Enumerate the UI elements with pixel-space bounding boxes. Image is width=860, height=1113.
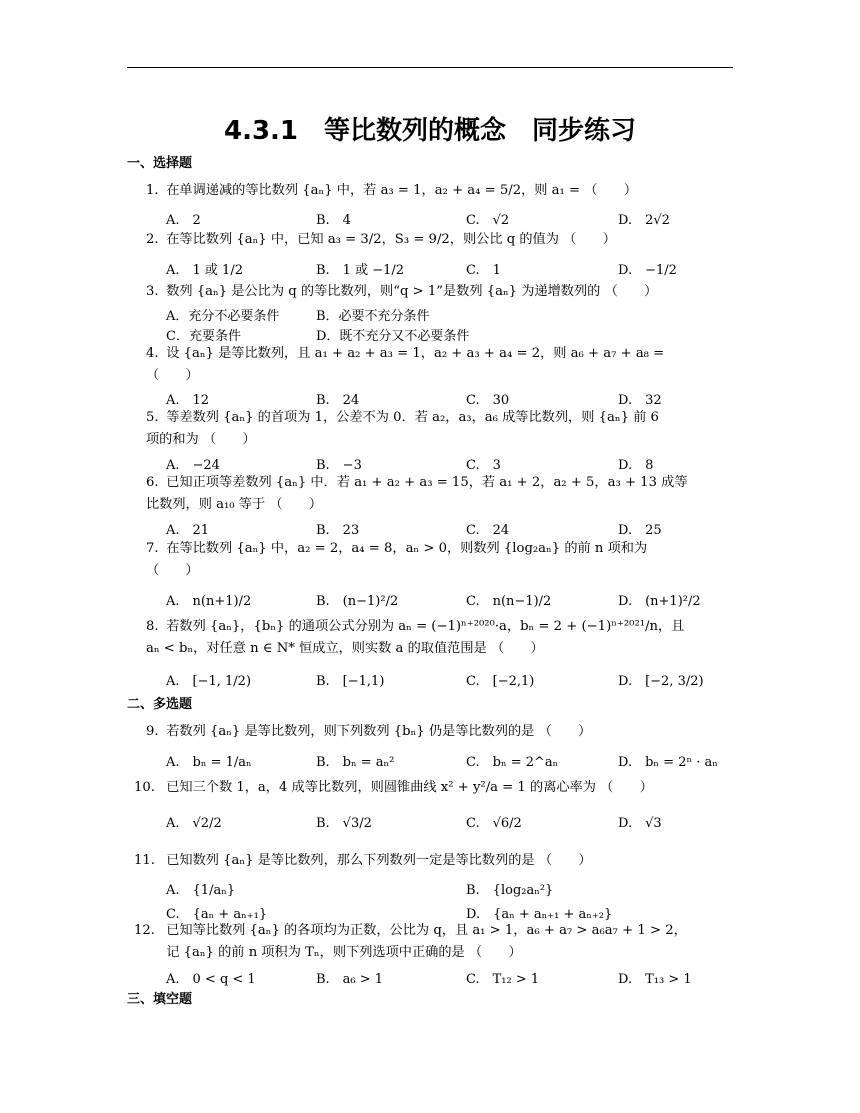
option-b: B. 24 [316, 393, 360, 408]
option-c: C. n(n−1)/2 [466, 594, 552, 609]
options-1 [166, 209, 734, 229]
question-10 [134, 777, 722, 799]
option-a: A. n(n+1)/2 [166, 594, 252, 609]
question-text-cont: aₙ < bₙ，对任意 n ∈ N* 恒成立，则实数 a 的取值范围是 [146, 641, 487, 656]
question-9 [146, 721, 734, 743]
question-text: 若数列 {aₙ}，{bₙ} 的通项公式分别为 aₙ = (−1)ⁿ⁺²⁰²⁰·a，bₙ = 2 + (−1)ⁿ⁺²⁰²¹/n，且 [166, 619, 685, 634]
question-4 [146, 343, 734, 387]
question-text: 设 {aₙ} 是等比数列，且 a₁ + a₂ + a₃ = 1，a₂ + a₃ + a₄ = 2，则 a₆ + a₇ + a₈ = [166, 346, 665, 361]
option-a: A. 2 [166, 213, 201, 228]
answer-blank: （ ） [563, 232, 616, 247]
option-d: D. [−2, 3/2) [618, 674, 704, 689]
question-text: 已知正项等差数列 {aₙ} 中．若 a₁ + a₂ + a₃ = 15，若 a₁ + 2，a₂ + 5，a₃ + 13 成等 [166, 475, 688, 490]
question-text-cont: 项的和为 [146, 432, 199, 447]
option-b: B. a₆ > 1 [316, 972, 384, 987]
answer-blank: （ ） [146, 563, 199, 578]
options-3a [166, 305, 734, 325]
option-d: D. 25 [618, 523, 662, 538]
option-c: C．充要条件 [166, 329, 241, 344]
section-multi: 二、多选题 [127, 697, 193, 712]
answer-blank: （ ） [468, 945, 522, 960]
question-number: 12. [134, 923, 155, 938]
answer-blank: （ ） [600, 780, 653, 795]
option-d: D. 32 [618, 393, 662, 408]
option-b: B. 4 [316, 213, 351, 228]
answer-blank: （ ） [538, 853, 592, 868]
answer-blank: （ ） [584, 183, 638, 198]
option-c: C. √2 [466, 213, 510, 228]
answer-blank: （ ） [269, 497, 323, 512]
options-5 [166, 454, 734, 474]
option-d: D. T₁₃ > 1 [618, 972, 692, 987]
answer-blank: （ ） [146, 368, 199, 383]
option-c: C. √6/2 [466, 816, 522, 831]
question-3 [146, 281, 734, 303]
option-b: B．必要不充分条件 [316, 309, 430, 324]
question-number: 1. [146, 183, 159, 198]
option-a: A. 21 [166, 523, 210, 538]
question-7 [146, 538, 734, 582]
question-text: 在等比数列 {aₙ} 中，已知 a₃ = 3/2，S₃ = 9/2，则公比 q 的值为 [166, 232, 559, 247]
question-number: 9. [146, 724, 159, 739]
question-number: 11. [134, 853, 155, 868]
option-d: D. {aₙ + aₙ₊₁ + aₙ₊₂} [466, 907, 613, 922]
option-c: C. [−2,1) [466, 674, 535, 689]
option-d: D. 2√2 [618, 213, 670, 228]
question-number: 4. [146, 346, 159, 361]
option-c: C. 3 [466, 458, 501, 473]
question-text: 已知数列 {aₙ} 是等比数列，那么下列数列一定是等比数列的是 [166, 853, 535, 868]
question-1 [146, 180, 734, 202]
options-6 [166, 519, 734, 539]
question-text: 在单调递减的等比数列 {aₙ} 中，若 a₃ = 1，a₂ + a₄ = 5/2，则 a₁ = [166, 183, 581, 198]
question-text: 已知三个数 1，a，4 成等比数列，则圆锥曲线 x² + y²/a = 1 的离心率为 [166, 780, 596, 795]
question-number: 7. [146, 541, 159, 556]
question-number: 8. [146, 619, 159, 634]
question-5 [146, 407, 734, 451]
question-text: 已知等比数列 {aₙ} 的各项均为正数，公比为 q，且 a₁ > 1，a₆ + a₇ > a₆a₇ + 1 > 2， [166, 923, 687, 938]
option-d: D．既不充分又不必要条件 [316, 329, 470, 344]
question-text-cont: 比数列，则 a₁₀ 等于 [146, 497, 266, 512]
option-b: B. 1 或 −1/2 [316, 263, 405, 278]
option-a: A. √2/2 [166, 816, 222, 831]
option-c: C. {aₙ + aₙ₊₁} [166, 907, 268, 922]
option-a: A. 1 或 1/2 [166, 263, 243, 278]
option-b: B. bₙ = aₙ² [316, 755, 395, 770]
option-a: A．充分不必要条件 [166, 309, 280, 324]
option-b: B. {log₂aₙ²} [466, 883, 554, 898]
option-b: B. [−1,1) [316, 674, 385, 689]
option-d: D. 8 [618, 458, 654, 473]
option-d: D. −1/2 [618, 263, 677, 278]
question-6 [146, 472, 734, 516]
option-a: A. [−1, 1/2) [166, 674, 252, 689]
question-text: 数列 {aₙ} 是公比为 q 的等比数列，则“q > 1”是数列 {aₙ} 为递增数列的 [166, 284, 601, 299]
question-number: 6. [146, 475, 159, 490]
options-11a [166, 879, 734, 899]
header-rule [127, 67, 733, 68]
options-3b [166, 325, 734, 345]
answer-blank: （ ） [202, 432, 256, 447]
question-number: 2. [146, 232, 159, 247]
question-text: 若数列 {aₙ} 是等比数列，则下列数列 {bₙ} 仍是等比数列的是 [166, 724, 535, 739]
options-12 [166, 968, 734, 988]
page-title: 4.3.1 等比数列的概念 同步练习 [223, 116, 637, 146]
options-7 [166, 590, 734, 610]
question-text: 在等比数列 {aₙ} 中，a₂ = 2，a₄ = 8，aₙ > 0，则数列 {log₂aₙ} 的前 n 项和为 [166, 541, 648, 556]
question-12 [134, 920, 722, 964]
option-b: B. 23 [316, 523, 360, 538]
option-a: A. 12 [166, 393, 210, 408]
option-b: B. −3 [316, 458, 362, 473]
answer-blank: （ ） [490, 641, 544, 656]
options-9 [166, 751, 734, 771]
option-b: B. (n−1)²/2 [316, 594, 399, 609]
option-a: A. bₙ = 1/aₙ [166, 755, 252, 770]
question-number: 3. [146, 284, 159, 299]
option-b: B. √3/2 [316, 816, 372, 831]
option-c: C. 30 [466, 393, 510, 408]
option-d: D. (n+1)²/2 [618, 594, 701, 609]
question-text: 等差数列 {aₙ} 的首项为 1，公差不为 0．若 a₂，a₃，a₆ 成等比数列，则 {aₙ} 前 6 [166, 410, 659, 425]
options-2 [166, 259, 734, 279]
section-fill: 三、填空题 [127, 992, 193, 1007]
question-11 [134, 850, 722, 872]
options-10 [166, 812, 734, 832]
answer-blank: （ ） [538, 724, 592, 739]
option-a: A. {1/aₙ} [166, 883, 236, 898]
section-choice: 一、选择题 [127, 156, 193, 171]
option-a: A. 0 < q < 1 [166, 972, 256, 987]
option-d: D. bₙ = 2ⁿ · aₙ [618, 755, 718, 770]
option-d: D. √3 [618, 816, 662, 831]
options-4 [166, 389, 734, 409]
question-text-cont: 记 {aₙ} 的前 n 项积为 Tₙ，则下列选项中正确的是 [166, 945, 465, 960]
question-number: 5. [146, 410, 159, 425]
option-c: C. bₙ = 2^aₙ [466, 755, 559, 770]
option-c: C. 1 [466, 263, 501, 278]
option-c: C. T₁₂ > 1 [466, 972, 540, 987]
question-2 [146, 229, 734, 251]
answer-blank: （ ） [604, 284, 658, 299]
option-a: A. −24 [166, 458, 220, 473]
question-8 [146, 616, 734, 660]
option-c: C. 24 [466, 523, 510, 538]
question-number: 10. [134, 780, 155, 795]
options-8 [166, 670, 734, 690]
